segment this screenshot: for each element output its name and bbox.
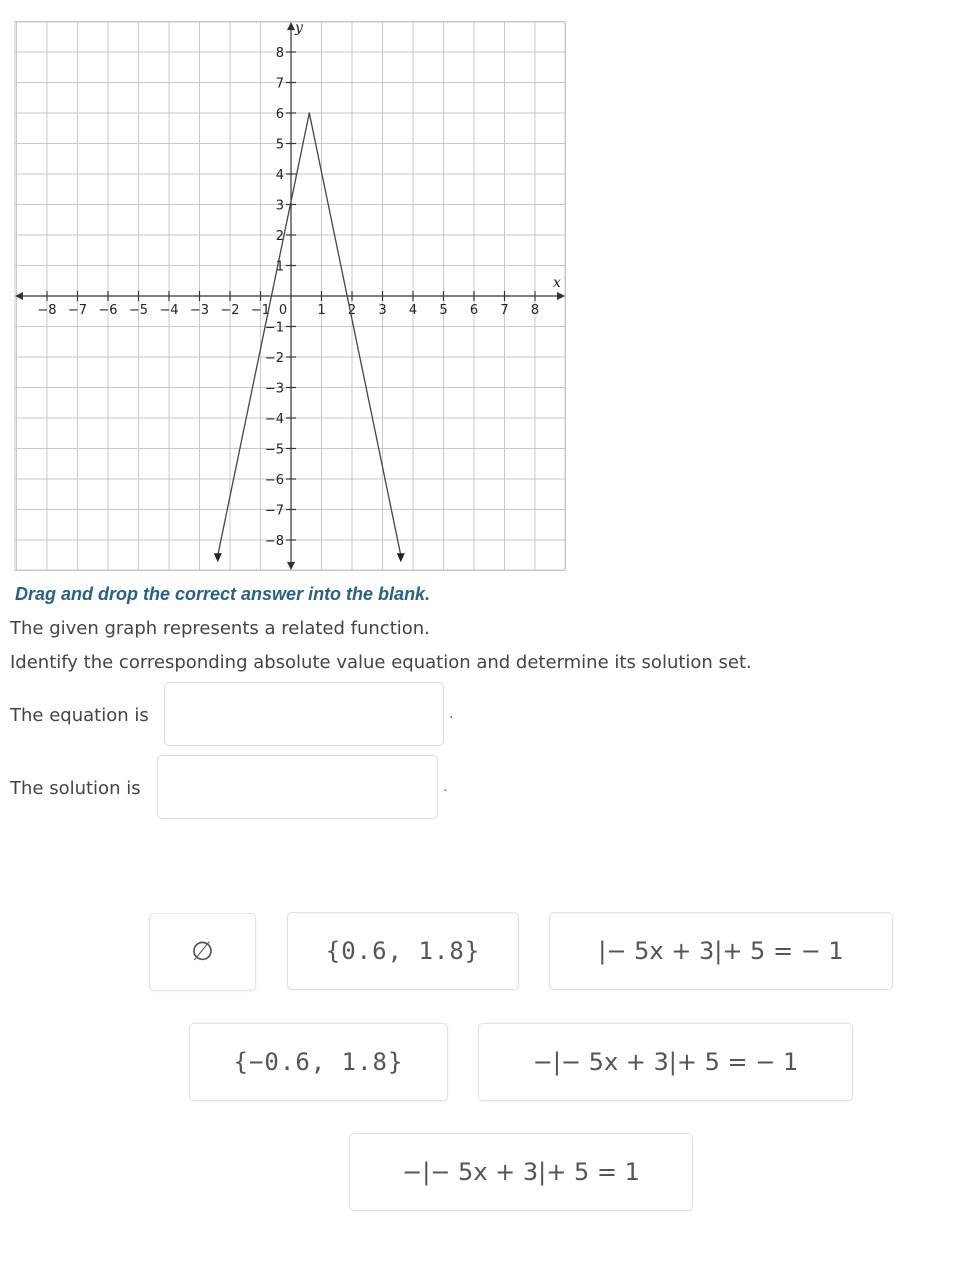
- x-tick-label: 6: [469, 303, 479, 318]
- x-axis-arrow-right: [557, 292, 565, 300]
- x-axis-label: x: [553, 275, 561, 291]
- y-axis-arrow-up: [287, 22, 295, 30]
- function-arrowhead: [397, 553, 405, 562]
- vertex-point: [309, 112, 311, 114]
- x-tick-label: −4: [159, 303, 179, 318]
- solution-label: The solution is: [10, 778, 141, 799]
- x-tick-label: 1: [317, 303, 326, 318]
- function-graph: [214, 112, 405, 562]
- x-tick-label: −7: [67, 303, 88, 318]
- y-tick-label: −5: [264, 442, 284, 458]
- x-tick-label: 7: [500, 303, 509, 318]
- answer-tile-equation-a[interactable]: [549, 912, 893, 990]
- answer-tile-equation-b[interactable]: [478, 1023, 853, 1101]
- function-arrowhead: [214, 553, 222, 562]
- x-tick-label: −8: [37, 303, 57, 318]
- x-tick-label: −2: [220, 303, 240, 318]
- y-tick-label: −2: [264, 351, 284, 366]
- function-line: [218, 113, 401, 555]
- equation-label: The equation is: [10, 705, 149, 726]
- x-tick-label: −3: [189, 303, 210, 318]
- x-tick-label: 0: [278, 303, 288, 318]
- tile-text: −|− 5x + 3|+ 5 = 1: [402, 1158, 640, 1186]
- tile-text: {−0.6, 1.8}: [233, 1048, 404, 1076]
- x-tick-label: 3: [378, 303, 387, 318]
- y-tick-label: 8: [275, 46, 284, 61]
- y-tick-label: −6: [264, 473, 284, 488]
- answer-tile-empty-set[interactable]: [149, 913, 256, 991]
- instruction-text: Drag and drop the correct answer into the blank.: [15, 584, 431, 604]
- y-tick-label: 4: [275, 168, 284, 183]
- answer-tile-set-0.6-1.8[interactable]: [287, 912, 519, 990]
- x-tick-label: 4: [408, 303, 418, 318]
- y-tick-label: 5: [275, 137, 284, 153]
- equation-period: .: [449, 706, 454, 722]
- x-tick-label: −6: [98, 303, 118, 318]
- solution-period: .: [443, 779, 448, 795]
- y-axis-label: y: [295, 20, 303, 36]
- y-tick-labels: [265, 46, 284, 549]
- tile-text: −|− 5x + 3|+ 5 = − 1: [532, 1048, 799, 1076]
- tile-text: |− 5x + 3|+ 5 = − 1: [598, 937, 844, 965]
- tile-text: {0.6, 1.8}: [325, 937, 481, 965]
- answer-tile-equation-c[interactable]: [349, 1133, 693, 1211]
- y-tick-label: 6: [275, 107, 284, 122]
- y-tick-label: 2: [275, 229, 284, 244]
- coordinate-graph: [0, 0, 580, 580]
- y-tick-label: −4: [264, 412, 284, 427]
- prompt-line-2: Identify the corresponding absolute value equation and determine its solution set.: [10, 652, 752, 673]
- y-axis-arrow-down: [287, 562, 295, 570]
- y-tick-label: 1: [275, 259, 284, 275]
- equation-drop-blank[interactable]: [164, 682, 444, 746]
- y-tick-label: −3: [264, 381, 284, 397]
- y-tick-label: 7: [275, 76, 284, 92]
- answer-tile-set-neg0.6-1.8[interactable]: [189, 1023, 448, 1101]
- axes: [15, 22, 565, 570]
- x-tick-labels: [37, 303, 539, 318]
- x-tick-label: −1: [250, 303, 271, 318]
- x-tick-label: 5: [439, 303, 448, 318]
- x-tick-label: −5: [128, 303, 149, 318]
- y-tick-label: −1: [264, 320, 284, 336]
- y-tick-label: −8: [264, 534, 284, 549]
- x-tick-label: 8: [530, 303, 540, 318]
- x-tick-label: 2: [347, 303, 357, 318]
- solution-drop-blank[interactable]: [157, 755, 438, 819]
- prompt-line-1: The given graph represents a related function.: [10, 618, 430, 639]
- y-tick-label: 3: [275, 198, 284, 214]
- tile-text: ∅: [191, 937, 214, 967]
- y-tick-label: −7: [264, 503, 284, 519]
